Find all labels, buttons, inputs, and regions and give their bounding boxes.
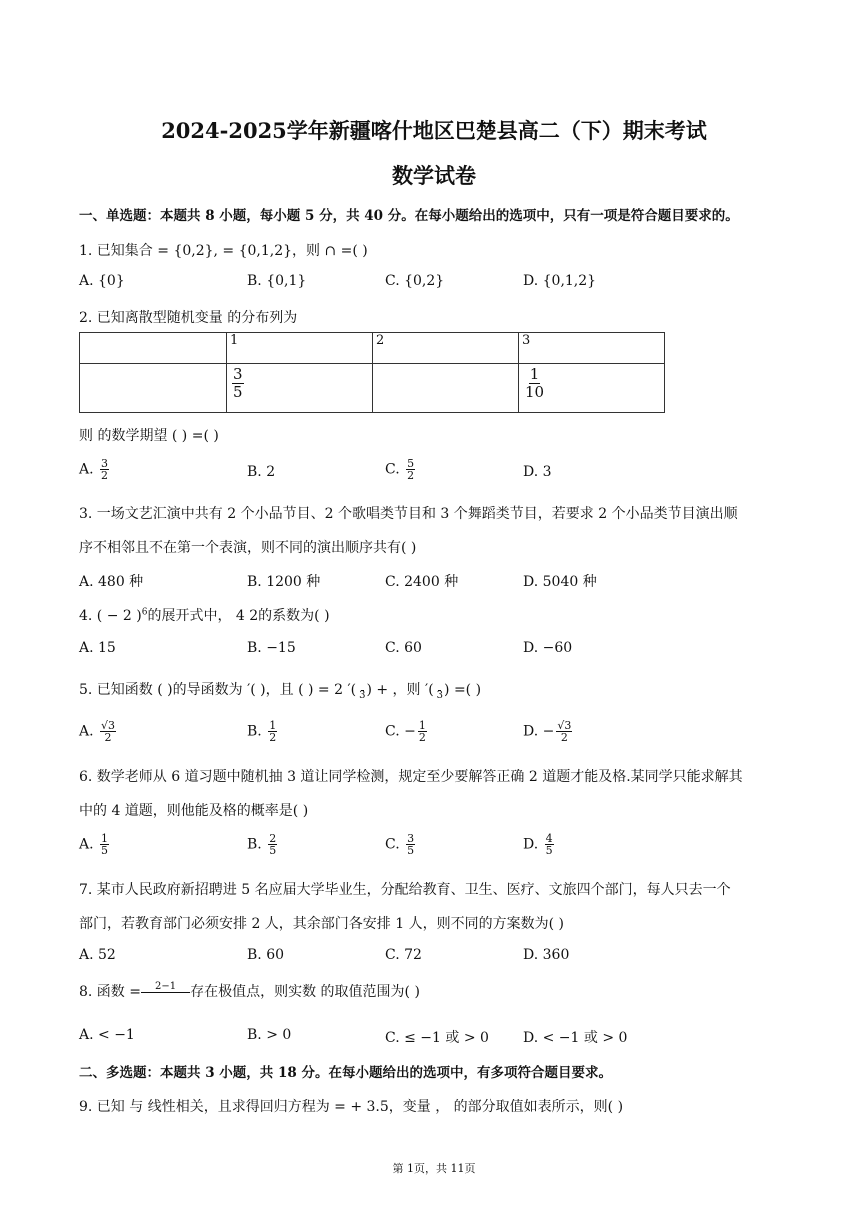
question-5-option-a: A. $\frac{√3}{2}$	[79, 719, 116, 744]
question-5-option-b: B. $\frac{1}{2}$	[247, 719, 277, 744]
question-7-option-d: D. 360	[523, 947, 570, 963]
question-3-option-b: B. 1200 种	[247, 574, 321, 590]
exam-subtitle: 数学试卷	[392, 163, 476, 188]
question-2-expectation: 则 的数学期望 ( ) =( )	[79, 428, 219, 444]
question-4-option-b: B. −15	[247, 640, 296, 656]
question-4-option-d: D. −60	[523, 640, 573, 656]
question-5-option-d: D. − $\frac{√3}{2}$	[523, 719, 572, 744]
question-2-option-c: C. $\frac{5}{2}$	[385, 457, 415, 482]
question-1-option-c: C. {0,2}	[385, 273, 445, 289]
question-8-option-c: C. ≤ −1 或 > 0	[385, 1030, 489, 1046]
question-3-line-1: 3. 一场文艺汇演中共有 2 个小品节目、2 个歌唱类节目和 3 个舞蹈类节目，若要求 2 个小品类节目演出顺	[79, 506, 738, 522]
fraction: $\frac{1}{10}$	[525, 365, 545, 401]
question-2-option-a: A. $\frac{3}{2}$	[79, 457, 109, 482]
question-7-option-c: C. 72	[385, 947, 422, 963]
question-8-option-d: D. < −1 或 > 0	[523, 1030, 628, 1046]
question-1-option-b: B. {0,1}	[247, 273, 307, 289]
question-5-stem: 5. 已知函数 ( )的导函数为 ′( )，且 ( ) = 2 ′( 3 ) + ，则 ′( 3 ) =( )	[79, 679, 481, 701]
table-cell: 2	[373, 333, 519, 364]
question-8-option-b: B. > 0	[247, 1027, 292, 1043]
question-1-stem: 1. 已知集合 = {0,2}, = {0,1,2}，则 ∩ =( )	[79, 243, 368, 259]
question-4-stem: 4. ( − 2 )$^6$的展开式中， 4 2的系数为( )	[79, 607, 330, 624]
question-5-option-c: C. − $\frac{1}{2}$	[385, 719, 426, 744]
question-6-line-1: 6. 数学老师从 6 道习题中随机抽 3 道让同学检测，规定至少要解答正确 2 道题才能及格.某同学只能求解其	[79, 769, 743, 785]
question-8-option-a: A. < −1	[79, 1027, 135, 1043]
distribution-table	[79, 332, 665, 413]
question-7-line-1: 7. 某市人民政府新招聘进 5 名应届大学毕业生，分配给教育、卫生、医疗、文旅四个部门，每人只去一个	[79, 882, 731, 898]
question-2-stem: 2. 已知离散型随机变量 的分布列为	[79, 310, 298, 326]
question-7-line-2: 部门，若教育部门必须安排 2 人，其余部门各安排 1 人，则不同的方案数为( )	[79, 916, 564, 932]
table-cell: 1	[227, 333, 373, 364]
question-3-option-a: A. 480 种	[79, 574, 144, 590]
table-cell	[80, 333, 227, 364]
table-cell: 3	[519, 333, 665, 364]
question-6-option-a: A. $\frac{1}{5}$	[79, 832, 109, 857]
question-2-option-b: B. 2	[247, 464, 276, 480]
table-cell	[80, 364, 227, 413]
question-7-option-b: B. 60	[247, 947, 285, 963]
table-cell	[227, 364, 373, 413]
question-4-option-a: A. 15	[79, 640, 116, 656]
question-8-stem: 8. 函数 = 2−1 存在极值点，则实数 的取值范围为( )	[79, 980, 420, 1000]
question-3-option-c: C. 2400 种	[385, 574, 459, 590]
question-3-option-d: D. 5040 种	[523, 574, 597, 590]
section-heading-multiple-choice: 二、多选题：本题共 3 小题，共 18 分。在每小题给出的选项中，有多项符合题目要求。	[79, 1065, 612, 1081]
exam-title: 2024-2025学年新疆喀什地区巴楚县高二（下）期末考试	[161, 118, 707, 143]
question-6-option-b: B. $\frac{2}{5}$	[247, 832, 277, 857]
question-7-option-a: A. 52	[79, 947, 116, 963]
question-1-option-d: D. {0,1,2}	[523, 273, 597, 289]
question-9-stem: 9. 已知 与 线性相关，且求得回归方程为 = + 3.5，变量 ， 的部分取值如表所示，则( )	[79, 1099, 624, 1115]
question-2-option-d: D. 3	[523, 464, 552, 480]
table-cell	[519, 364, 665, 413]
table-cell	[373, 364, 519, 413]
section-heading-single-choice: 一、单选题：本题共 8 小题，每小题 5 分，共 40 分。在每小题给出的选项中，只有一项是符合题目要求的。	[79, 208, 739, 224]
question-6-option-c: C. $\frac{3}{5}$	[385, 832, 415, 857]
question-6-line-2: 中的 4 道题，则他能及格的概率是( )	[79, 803, 309, 819]
fraction: $\frac{3}{5}$	[233, 365, 243, 401]
question-6-option-d: D. $\frac{4}{5}$	[523, 832, 553, 857]
question-4-option-c: C. 60	[385, 640, 422, 656]
page-footer: 第 1页，共 11页	[392, 1162, 476, 1175]
question-1-option-a: A. {0}	[79, 273, 125, 289]
question-3-line-2: 序不相邻且不在第一个表演，则不同的演出顺序共有( )	[79, 540, 417, 556]
